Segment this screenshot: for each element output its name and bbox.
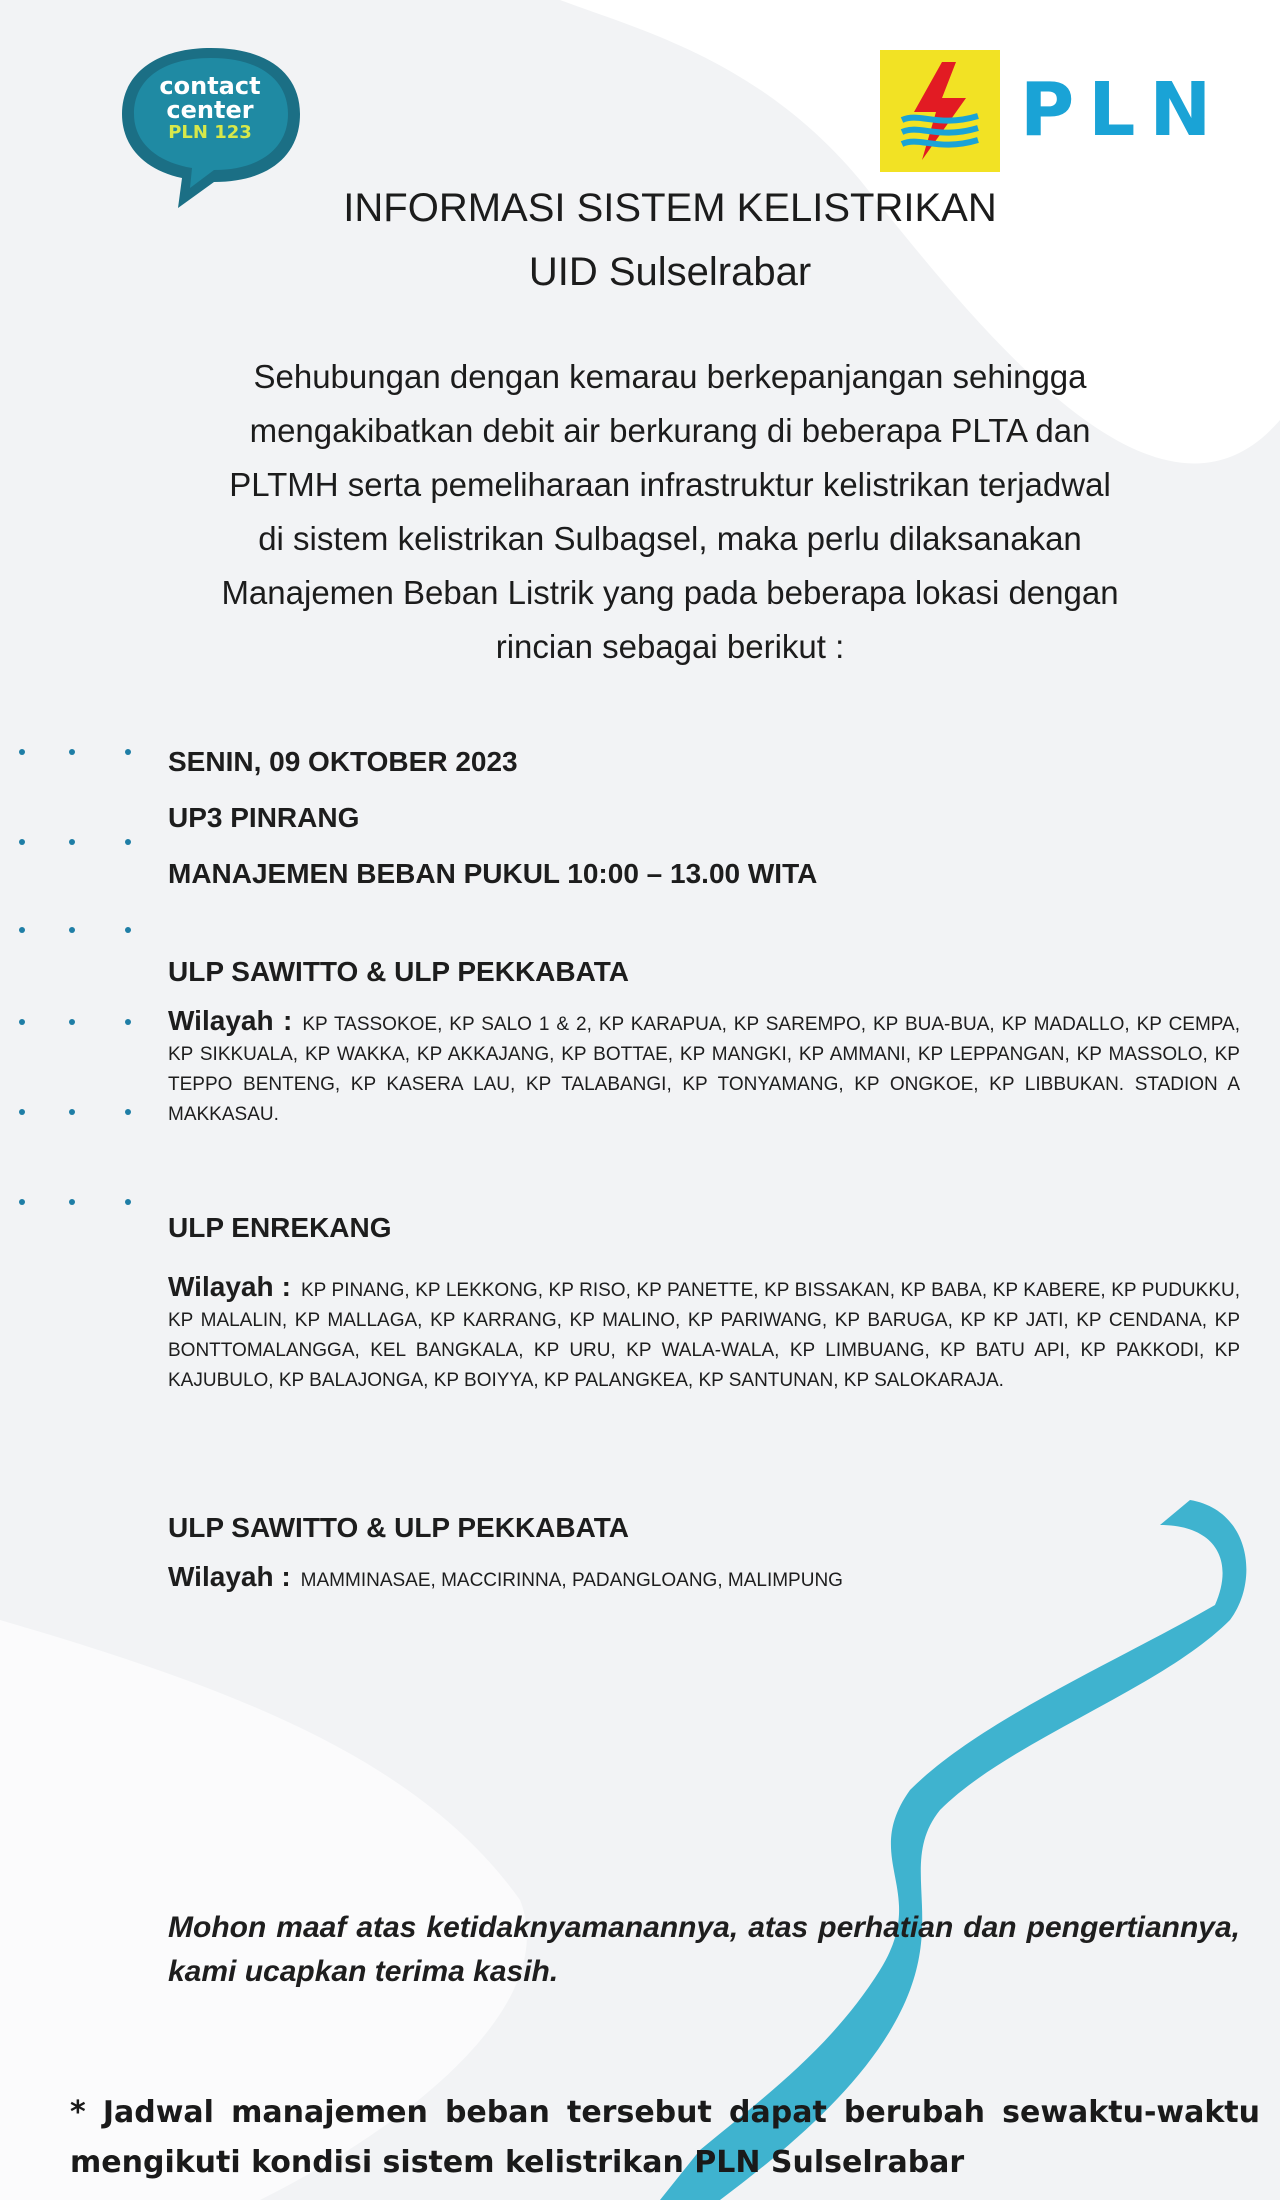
region-list: MAMMINASAE, MACCIRINNA, PADANGLOANG, MALIMPUNG [300,1570,843,1591]
decorative-dots [0,740,160,1220]
schedule-time: MANAJEMEN BEBAN PUKUL 10:00 – 13.00 WITA [168,858,818,889]
section-ulp-sawitto-pekkabata-2 [168,1508,1240,1596]
intro-line: mengakibatkan debit air berkurang di beberapa PLTA dan [249,412,1091,449]
title-line2: UID Sulselrabar [528,250,812,294]
section-areas [168,1562,1240,1596]
section-areas [168,1006,1240,1130]
section-areas [168,1272,1240,1396]
footnote: * Jadwal manajemen beban tersebut dapat berubah sewaktu-waktu mengikuti kondisi sistem kelistrikan PLN Sulselrabar [70,2095,1260,2180]
section-heading: ULP SAWITTO & ULP PEKKABATA [168,956,629,987]
section-ulp-sawitto-pekkabata [168,952,1240,1130]
lightning-bolt-icon [880,50,1000,172]
region-list: KP TASSOKOE, KP SALO 1 & 2, KP KARAPUA, KP SAREMPO, KP BUA-BUA, KP MADALLO, KP CEMPA, KP SIKKUALA, KP WAKKA, KP AKKAJANG, KP BOTTAE, KP MANGKI, KP AMMANI, KP LEPPANGAN, KP MASSOLO, KP TEPPO BENTENG, KP KASERA LAU, KP TALABANGI, KP TONYAMANG, KP ONGKOE, KP LIBBUKAN. STADION A MAKKASAU. [168,1014,1241,1125]
contact-center-line3: PLN 123 [168,122,252,143]
schedule-unit: UP3 PINRANG [168,802,360,833]
region-label: Wilayah : [168,1271,291,1302]
schedule-info [168,742,1240,894]
pln-logo-box [880,50,1000,172]
section-heading: ULP SAWITTO & ULP PEKKABATA [168,1512,629,1543]
pln-logo [880,50,1226,172]
intro-line: di sistem kelistrikan Sulbagsel, maka perlu dilaksanakan [258,520,1082,557]
region-label: Wilayah : [168,1005,293,1036]
intro-line: rincian sebagai berikut : [495,628,845,665]
title-line1: INFORMASI SISTEM KELISTRIKAN [343,186,997,230]
pln-logo-text: PLN [1020,67,1226,153]
contact-center-line2: center [166,96,254,124]
section-heading: ULP ENREKANG [168,1212,392,1243]
intro-paragraph [120,350,1220,674]
contact-center-line1: contact [159,72,261,100]
contact-center-text [140,74,280,144]
page-title [0,176,1280,304]
region-label: Wilayah : [168,1561,291,1592]
intro-line: PLTMH serta pemeliharaan infrastruktur kelistrikan terjadwal [229,466,1111,503]
closing-message: Mohon maaf atas ketidaknyamanannya, atas perhatian dan pengertiannya, kami ucapkan terima kasih. [168,1911,1240,1988]
schedule-date: SENIN, 09 OKTOBER 2023 [168,746,518,777]
intro-line: Manajemen Beban Listrik yang pada beberapa lokasi dengan [221,574,1119,611]
intro-line: Sehubungan dengan kemarau berkepanjangan sehingga [253,358,1087,395]
section-ulp-enrekang [168,1208,1240,1396]
region-list: KP PINANG, KP LEKKONG, KP RISO, KP PANETTE, KP BISSAKAN, KP BABA, KP KABERE, KP PUDUKKU, KP MALALIN, KP MALLAGA, KP KARRANG, KP MALINO, KP PARIWANG, KP BARUGA, KP KP JATI, KP CENDANA, KP BONTTOMALANGGA, KEL BANGKALA, KP URU, KP WALA-WALA, KP LIMBUANG, KP BATU API, KP PAKKODI, KP KAJUBULO, KP BALAJONGA, KP BOIYYA, KP PALANGKEA, KP SANTUNAN, KP SALOKARAJA. [168,1280,1240,1391]
